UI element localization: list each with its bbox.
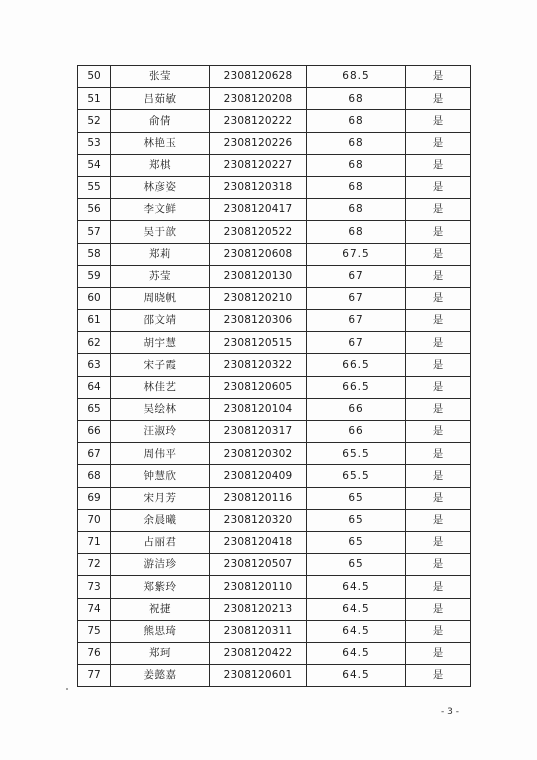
qualified-cell: 是 — [406, 221, 471, 243]
exam-id-cell: 2308120322 — [210, 354, 307, 376]
exam-id-cell: 2308120302 — [210, 443, 307, 465]
qualified-cell: 是 — [406, 110, 471, 132]
row-number-cell: 50 — [78, 66, 111, 88]
exam-id-cell: 2308120210 — [210, 287, 307, 309]
score-cell: 66 — [307, 398, 406, 420]
qualified-cell: 是 — [406, 398, 471, 420]
table-row — [78, 376, 471, 398]
table-row — [78, 221, 471, 243]
qualified-cell: 是 — [406, 487, 471, 509]
table-row — [78, 642, 471, 664]
qualified-cell: 是 — [406, 176, 471, 198]
row-number-cell: 72 — [78, 554, 111, 576]
qualified-cell: 是 — [406, 66, 471, 88]
row-number-cell: 58 — [78, 243, 111, 265]
score-cell: 65 — [307, 509, 406, 531]
score-cell: 65 — [307, 487, 406, 509]
table-row — [78, 509, 471, 531]
table-row — [78, 265, 471, 287]
score-cell: 65.5 — [307, 465, 406, 487]
qualified-cell: 是 — [406, 88, 471, 110]
score-cell: 64.5 — [307, 598, 406, 620]
table-row — [78, 176, 471, 198]
exam-id-cell: 2308120318 — [210, 176, 307, 198]
score-cell: 65.5 — [307, 443, 406, 465]
qualified-cell: 是 — [406, 509, 471, 531]
table-row — [78, 576, 471, 598]
score-cell: 66 — [307, 421, 406, 443]
row-number-cell: 55 — [78, 176, 111, 198]
name-cell: 林艳玉 — [111, 132, 210, 154]
score-cell: 67 — [307, 310, 406, 332]
qualified-cell: 是 — [406, 665, 471, 687]
table-row — [78, 421, 471, 443]
qualified-cell: 是 — [406, 465, 471, 487]
score-cell: 67 — [307, 265, 406, 287]
table-body — [78, 66, 471, 687]
name-cell: 郑珂 — [111, 642, 210, 664]
score-cell: 68 — [307, 221, 406, 243]
table-row — [78, 554, 471, 576]
score-cell: 68 — [307, 176, 406, 198]
qualified-cell: 是 — [406, 620, 471, 642]
table-row — [78, 332, 471, 354]
row-number-cell: 57 — [78, 221, 111, 243]
name-cell: 占丽君 — [111, 531, 210, 553]
qualified-cell: 是 — [406, 154, 471, 176]
exam-id-cell: 2308120320 — [210, 509, 307, 531]
table-row — [78, 88, 471, 110]
name-cell: 吴于歆 — [111, 221, 210, 243]
qualified-cell: 是 — [406, 132, 471, 154]
score-cell: 67 — [307, 332, 406, 354]
table-row — [78, 243, 471, 265]
row-number-cell: 68 — [78, 465, 111, 487]
score-cell: 67 — [307, 287, 406, 309]
qualified-cell: 是 — [406, 310, 471, 332]
scan-speck — [66, 688, 68, 690]
row-number-cell: 52 — [78, 110, 111, 132]
exam-id-cell: 2308120601 — [210, 665, 307, 687]
name-cell: 胡宇慧 — [111, 332, 210, 354]
exam-id-cell: 2308120417 — [210, 199, 307, 221]
name-cell: 郑紫玲 — [111, 576, 210, 598]
score-cell: 68 — [307, 199, 406, 221]
row-number-cell: 74 — [78, 598, 111, 620]
row-number-cell: 62 — [78, 332, 111, 354]
name-cell: 游洁珍 — [111, 554, 210, 576]
exam-id-cell: 2308120222 — [210, 110, 307, 132]
score-cell: 68 — [307, 110, 406, 132]
qualified-cell: 是 — [406, 421, 471, 443]
row-number-cell: 65 — [78, 398, 111, 420]
name-cell: 宋子霞 — [111, 354, 210, 376]
row-number-cell: 54 — [78, 154, 111, 176]
name-cell: 郑棋 — [111, 154, 210, 176]
exam-id-cell: 2308120418 — [210, 531, 307, 553]
exam-id-cell: 2308120507 — [210, 554, 307, 576]
name-cell: 周伟平 — [111, 443, 210, 465]
qualified-cell: 是 — [406, 243, 471, 265]
name-cell: 汪淑玲 — [111, 421, 210, 443]
name-cell: 苏莹 — [111, 265, 210, 287]
name-cell: 周晓帆 — [111, 287, 210, 309]
name-cell: 宋月芳 — [111, 487, 210, 509]
exam-id-cell: 2308120110 — [210, 576, 307, 598]
name-cell: 祝捷 — [111, 598, 210, 620]
row-number-cell: 63 — [78, 354, 111, 376]
score-cell: 66.5 — [307, 354, 406, 376]
table-row — [78, 110, 471, 132]
name-cell: 张莹 — [111, 66, 210, 88]
qualified-cell: 是 — [406, 598, 471, 620]
score-cell: 68 — [307, 88, 406, 110]
table-row — [78, 132, 471, 154]
exam-id-cell: 2308120227 — [210, 154, 307, 176]
score-cell: 64.5 — [307, 665, 406, 687]
row-number-cell: 51 — [78, 88, 111, 110]
row-number-cell: 66 — [78, 421, 111, 443]
qualified-cell: 是 — [406, 287, 471, 309]
qualified-cell: 是 — [406, 332, 471, 354]
name-cell: 林佳艺 — [111, 376, 210, 398]
score-table — [77, 65, 471, 687]
table-row — [78, 665, 471, 687]
qualified-cell: 是 — [406, 376, 471, 398]
exam-id-cell: 2308120628 — [210, 66, 307, 88]
row-number-cell: 76 — [78, 642, 111, 664]
table-row — [78, 287, 471, 309]
qualified-cell: 是 — [406, 265, 471, 287]
name-cell: 钟慧欣 — [111, 465, 210, 487]
table-row — [78, 154, 471, 176]
row-number-cell: 69 — [78, 487, 111, 509]
exam-id-cell: 2308120130 — [210, 265, 307, 287]
table-row — [78, 66, 471, 88]
score-cell: 64.5 — [307, 642, 406, 664]
name-cell: 吕茹敏 — [111, 88, 210, 110]
exam-id-cell: 2308120605 — [210, 376, 307, 398]
row-number-cell: 60 — [78, 287, 111, 309]
name-cell: 余晨曦 — [111, 509, 210, 531]
table-row — [78, 620, 471, 642]
row-number-cell: 70 — [78, 509, 111, 531]
score-cell: 68 — [307, 154, 406, 176]
name-cell: 姜懿嘉 — [111, 665, 210, 687]
table-row — [78, 354, 471, 376]
exam-id-cell: 2308120116 — [210, 487, 307, 509]
score-cell: 65 — [307, 531, 406, 553]
exam-id-cell: 2308120306 — [210, 310, 307, 332]
row-number-cell: 71 — [78, 531, 111, 553]
qualified-cell: 是 — [406, 199, 471, 221]
score-cell: 65 — [307, 554, 406, 576]
qualified-cell: 是 — [406, 576, 471, 598]
name-cell: 吴绘林 — [111, 398, 210, 420]
qualified-cell: 是 — [406, 354, 471, 376]
table-row — [78, 531, 471, 553]
exam-id-cell: 2308120208 — [210, 88, 307, 110]
exam-id-cell: 2308120515 — [210, 332, 307, 354]
qualified-cell: 是 — [406, 554, 471, 576]
row-number-cell: 73 — [78, 576, 111, 598]
row-number-cell: 75 — [78, 620, 111, 642]
table-row — [78, 465, 471, 487]
exam-id-cell: 2308120317 — [210, 421, 307, 443]
row-number-cell: 56 — [78, 199, 111, 221]
score-cell: 68 — [307, 132, 406, 154]
exam-id-cell: 2308120311 — [210, 620, 307, 642]
name-cell: 俞倩 — [111, 110, 210, 132]
score-cell: 67.5 — [307, 243, 406, 265]
exam-id-cell: 2308120226 — [210, 132, 307, 154]
table-row — [78, 487, 471, 509]
name-cell: 熊思琦 — [111, 620, 210, 642]
table-row — [78, 598, 471, 620]
row-number-cell: 64 — [78, 376, 111, 398]
row-number-cell: 53 — [78, 132, 111, 154]
score-cell: 68.5 — [307, 66, 406, 88]
score-cell: 64.5 — [307, 576, 406, 598]
row-number-cell: 59 — [78, 265, 111, 287]
qualified-cell: 是 — [406, 531, 471, 553]
score-cell: 64.5 — [307, 620, 406, 642]
exam-id-cell: 2308120104 — [210, 398, 307, 420]
qualified-cell: 是 — [406, 443, 471, 465]
exam-id-cell: 2308120608 — [210, 243, 307, 265]
row-number-cell: 67 — [78, 443, 111, 465]
row-number-cell: 61 — [78, 310, 111, 332]
table-row — [78, 310, 471, 332]
score-cell: 66.5 — [307, 376, 406, 398]
row-number-cell: 77 — [78, 665, 111, 687]
exam-id-cell: 2308120522 — [210, 221, 307, 243]
name-cell: 林彦姿 — [111, 176, 210, 198]
name-cell: 郑莉 — [111, 243, 210, 265]
exam-id-cell: 2308120213 — [210, 598, 307, 620]
exam-id-cell: 2308120409 — [210, 465, 307, 487]
page-number: - 3 - — [441, 707, 459, 717]
qualified-cell: 是 — [406, 642, 471, 664]
table-row — [78, 443, 471, 465]
table-row — [78, 199, 471, 221]
name-cell: 邵文靖 — [111, 310, 210, 332]
exam-id-cell: 2308120422 — [210, 642, 307, 664]
table-row — [78, 398, 471, 420]
name-cell: 李文鲜 — [111, 199, 210, 221]
